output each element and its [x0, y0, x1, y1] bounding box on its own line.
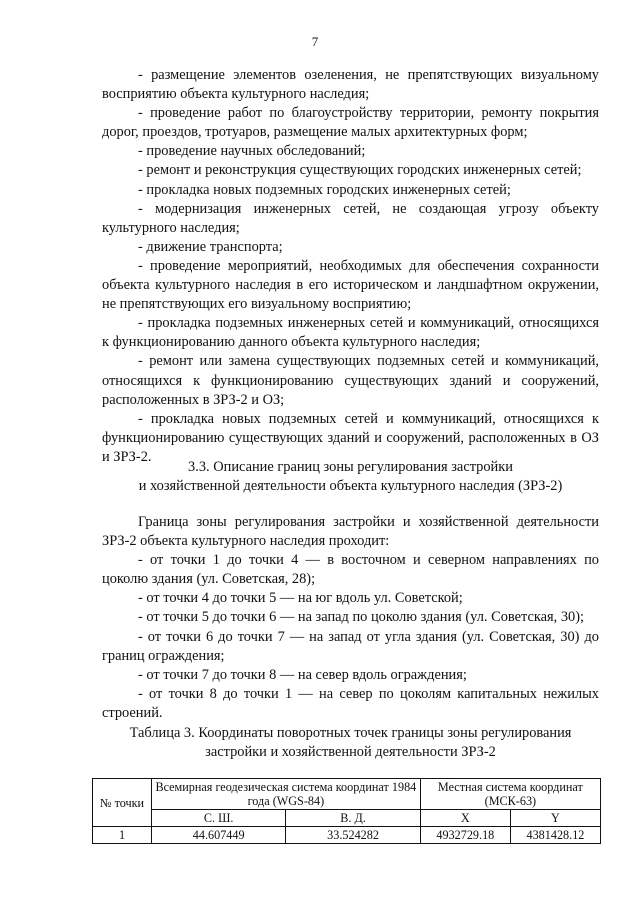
cell-point-number: 1 — [93, 827, 152, 844]
list-item: - модернизация инженерных сетей, не создающая угрозу объекту культурного наследия; — [102, 200, 599, 236]
boundary-item: - от точки 4 до точки 5 — на юг вдоль ул. Советской; — [138, 590, 463, 607]
boundary-intro: Граница зоны регулирования застройки и хозяйственной деятельности ЗРЗ-2 объекта культурного наследия проходит: — [102, 514, 599, 550]
cell-longitude: 33.524282 — [286, 827, 420, 844]
page-number: 7 — [311, 34, 319, 49]
header-msk63: Местная система координат (МСК-63) — [420, 779, 600, 810]
list-item: - движение транспорта; — [138, 238, 283, 255]
cell-latitude: 44.607449 — [152, 827, 286, 844]
header-wgs84: Всемирная геодезическая система координат 1984 года (WGS-84) — [152, 779, 421, 810]
section-heading-line2: и хозяйственной деятельности объекта культурного наследия (ЗРЗ-2) — [138, 478, 563, 494]
header-y: Y — [510, 810, 600, 827]
cell-y: 4381428.12 — [510, 827, 600, 844]
list-item: - прокладка новых подземных сетей и коммуникаций, относящихся к функционированию существующих зданий и сооружений, расположенных в ОЗ и ЗРЗ-2. — [102, 410, 599, 465]
list-item: - прокладка новых подземных городских инженерных сетей; — [138, 181, 511, 198]
boundary-item: - от точки 7 до точки 8 — на север вдоль ограждения; — [138, 666, 467, 683]
table-caption — [102, 724, 599, 762]
header-x: X — [420, 810, 510, 827]
header-latitude: С. Ш. — [152, 810, 286, 827]
list-item: - размещение элементов озеленения, не препятствующих визуальному восприятию объекта культурного наследия; — [102, 67, 599, 103]
cell-x: 4932729.18 — [420, 827, 510, 844]
boundary-item: - от точки 5 до точки 6 — на запад по цоколю здания (ул. Советская, 30); — [138, 609, 585, 626]
permitted-works-list — [102, 66, 599, 467]
table-caption-line1: Таблица 3. Координаты поворотных точек границы зоны регулирования — [129, 725, 572, 741]
coordinates-table — [92, 778, 601, 844]
section-heading — [102, 458, 599, 496]
list-item: - проведение мероприятий, необходимых для обеспечения сохранности объекта культурного наследия в его историческом и ландшафтном окружении, не препятствующих его визуальному восприятию; — [102, 257, 599, 313]
list-item: - проведение научных обследований; — [138, 143, 366, 160]
header-point-number: № точки — [93, 779, 152, 827]
table-header-row — [93, 779, 601, 810]
list-item: - ремонт или замена существующих подземных сетей и коммуникаций, относящихся к функционированию существующих зданий и сооружений, расположенных в ЗРЗ-2 и ОЗ; — [102, 353, 599, 408]
header-longitude: В. Д. — [286, 810, 420, 827]
list-item: - проведение работ по благоустройству территории, ремонту покрытия дорог, проездов, тротуаров, размещение малых архитектурных форм; — [102, 105, 599, 141]
list-item: - прокладка подземных инженерных сетей и коммуникаций, относящихся к функционированию данного объекта культурного наследия; — [102, 315, 599, 351]
table-caption-line2: застройки и хозяйственной деятельности ЗРЗ-2 — [205, 744, 496, 760]
table-row — [93, 827, 601, 844]
boundary-item: - от точки 1 до точки 4 — в восточном и северном направлениях по цоколю здания (ул. Советская, 28); — [102, 552, 599, 588]
boundary-item: - от точки 8 до точки 1 — на север по цоколям капитальных нежилых строений. — [102, 685, 599, 721]
boundary-description — [102, 513, 599, 723]
section-heading-line1: 3.3. Описание границ зоны регулирования застройки — [188, 459, 513, 475]
boundary-item: - от точки 6 до точки 7 — на запад от угла здания (ул. Советская, 30) до границ ограждения; — [102, 628, 599, 664]
list-item: - ремонт и реконструкция существующих городских инженерных сетей; — [138, 162, 582, 179]
table-subheader-row — [93, 810, 601, 827]
